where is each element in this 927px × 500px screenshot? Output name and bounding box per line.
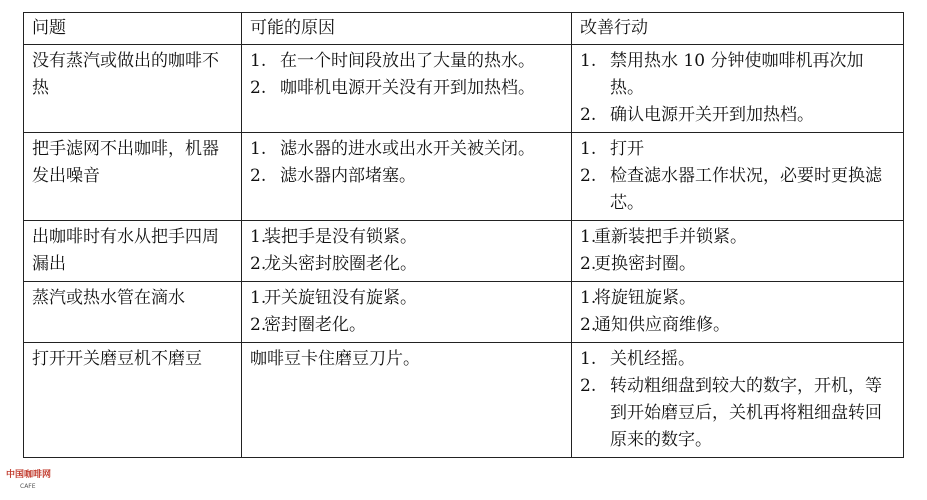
header-problem: 问题 — [24, 13, 242, 45]
watermark-logo — [4, 464, 64, 494]
cause-cell — [242, 282, 572, 343]
cause-cell — [242, 45, 572, 133]
cause-item: 咖啡机电源开关没有开到加热档。 — [280, 78, 535, 98]
cause-list — [250, 136, 565, 190]
watermark-subtext: CAFE — [20, 483, 36, 490]
action-item: 禁用热水 10 分钟使咖啡机再次加热。 — [610, 51, 864, 98]
cause-list — [250, 48, 565, 102]
cause-item: 在一个时间段放出了大量的热水。 — [280, 51, 535, 71]
cause-cell — [242, 221, 572, 282]
action-item: 将旋钮旋紧。 — [594, 288, 696, 308]
header-cause: 可能的原因 — [242, 13, 572, 45]
cause-item: 龙头密封胶圈老化。 — [264, 254, 417, 274]
cause-item: 开关旋钮没有旋紧。 — [264, 288, 417, 308]
action-cell — [572, 133, 904, 221]
cause-item: 滤水器内部堵塞。 — [280, 166, 416, 186]
problem-cell: 没有蒸汽或做出的咖啡不热 — [24, 45, 242, 133]
table-row — [24, 343, 904, 458]
action-item: 打开 — [610, 139, 644, 159]
cause-item: 装把手是没有锁紧。 — [264, 227, 417, 247]
action-list — [580, 346, 897, 454]
cause-item: 滤水器的进水或出水开关被关闭。 — [280, 139, 535, 159]
cause-list — [250, 224, 565, 278]
action-item: 更换密封圈。 — [594, 254, 696, 274]
action-item: 检查滤水器工作状况，必要时更换滤芯。 — [610, 166, 882, 213]
action-cell — [572, 45, 904, 133]
action-list — [580, 48, 897, 129]
cause-item: 密封圈老化。 — [264, 315, 366, 335]
cause-list — [250, 285, 565, 339]
action-item: 通知供应商维修。 — [594, 315, 730, 335]
action-cell — [572, 221, 904, 282]
action-item: 关机经摇。 — [610, 349, 695, 369]
action-item: 重新装把手并锁紧。 — [594, 227, 747, 247]
action-list — [580, 285, 897, 339]
action-list — [580, 136, 897, 217]
table-row — [24, 282, 904, 343]
table-row — [24, 221, 904, 282]
problem-cell: 把手滤网不出咖啡，机器发出噪音 — [24, 133, 242, 221]
troubleshooting-table — [23, 12, 904, 458]
cause-cell — [242, 133, 572, 221]
action-list — [580, 224, 897, 278]
problem-cell: 出咖啡时有水从把手四周漏出 — [24, 221, 242, 282]
watermark-text: 中国咖啡网 — [6, 470, 52, 480]
header-action: 改善行动 — [572, 13, 904, 45]
problem-cell: 打开开关磨豆机不磨豆 — [24, 343, 242, 458]
problem-cell: 蒸汽或热水管在滴水 — [24, 282, 242, 343]
action-cell — [572, 343, 904, 458]
cause-cell: 咖啡豆卡住磨豆刀片。 — [242, 343, 572, 458]
table-row — [24, 45, 904, 133]
action-cell — [572, 282, 904, 343]
table-row — [24, 133, 904, 221]
action-item: 确认电源开关开到加热档。 — [610, 105, 814, 125]
action-item: 转动粗细盘到较大的数字，开机，等到开始磨豆后，关机再将粗细盘转回原来的数字。 — [610, 376, 882, 450]
table-header-row — [24, 13, 904, 45]
